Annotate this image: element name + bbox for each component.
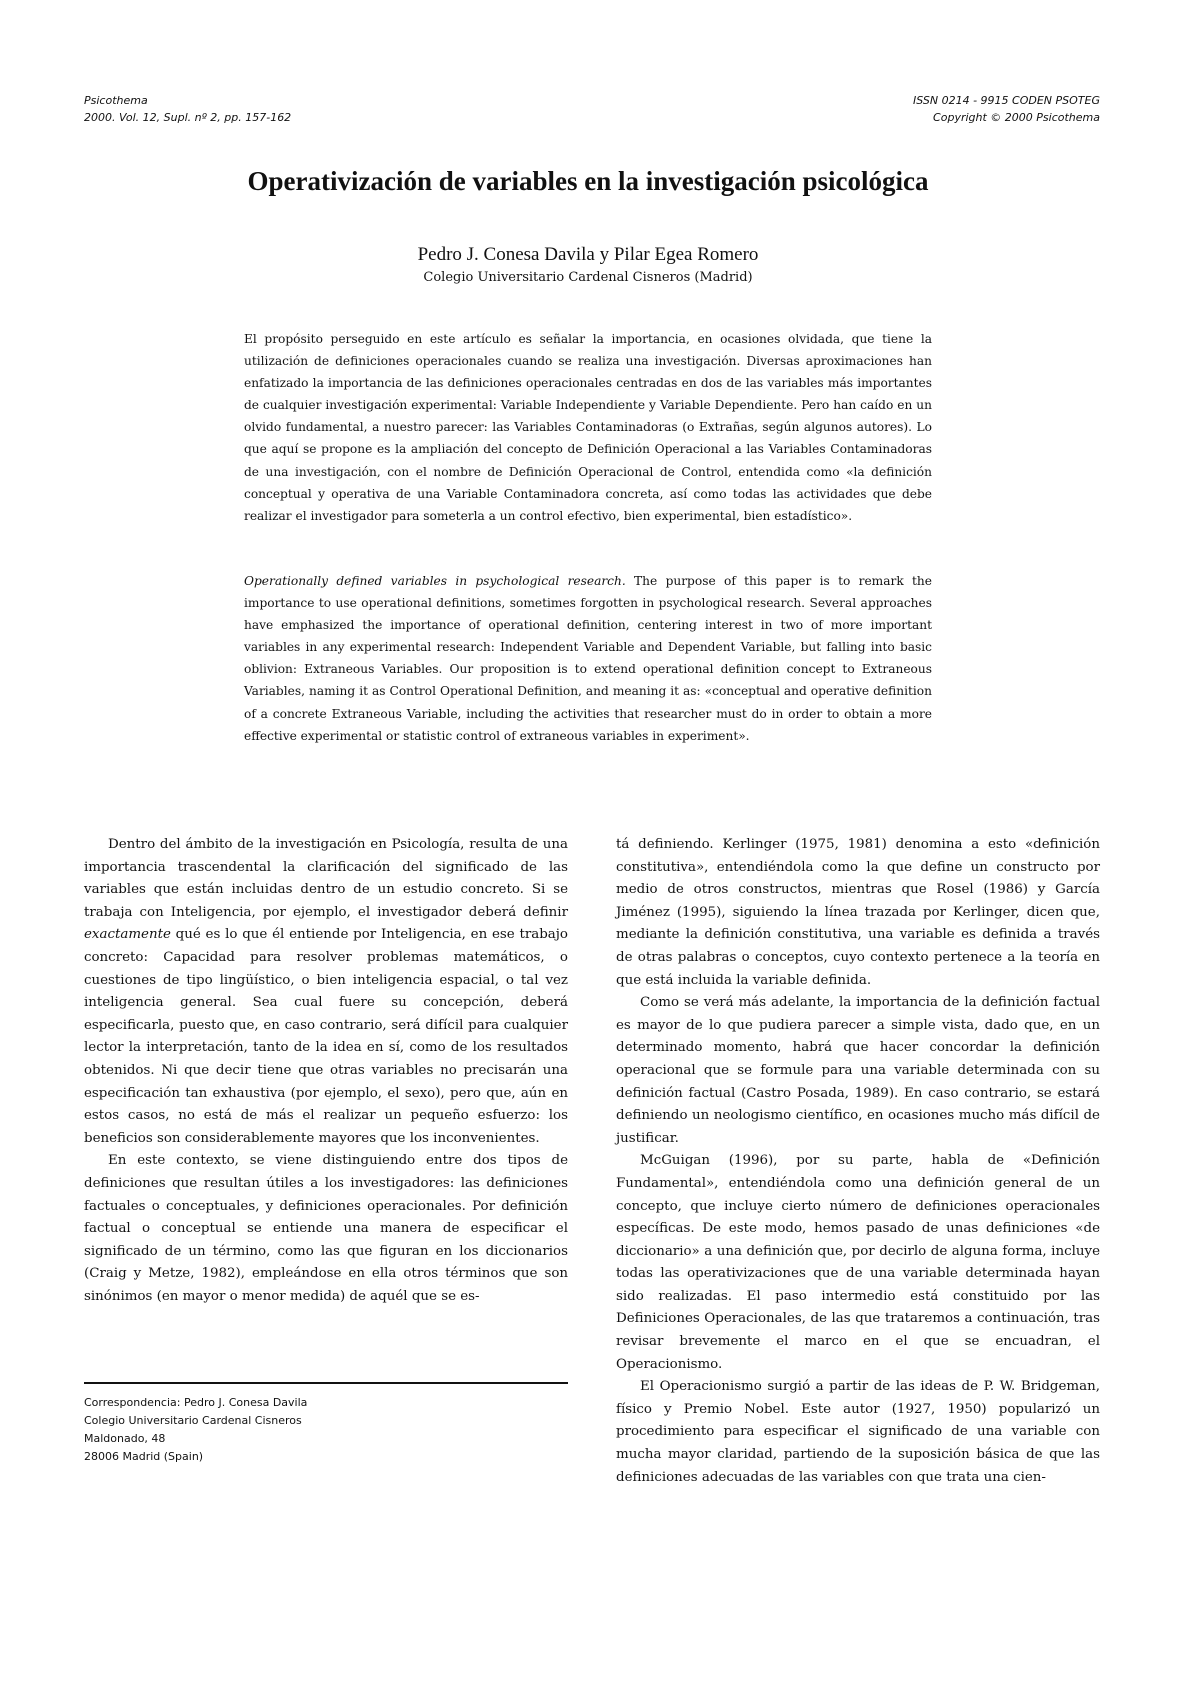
abstract-english: [244, 570, 932, 747]
copyright: Copyright © 2000 Psicothema: [933, 111, 1100, 124]
journal-header: [84, 92, 291, 126]
paragraph-text: Dentro del ámbito de la investigación en Psicología, resulta de una importancia trascendental la clarificación del significado de las variables que están incluidas dentro de un estudio concreto. Si se trabaja con Inteligencia, por ejemplo, el investigador deberá definir: [84, 837, 568, 920]
correspondence-line: 28006 Madrid (Spain): [84, 1450, 204, 1463]
body-column-right: [616, 834, 1100, 1489]
emphasis-text: exactamente: [84, 927, 171, 943]
correspondence-line: Maldonado, 48: [84, 1432, 166, 1445]
journal-citation: 2000. Vol. 12, Supl. nº 2, pp. 157-162: [84, 111, 292, 124]
correspondence-line: Correspondencia: Pedro J. Conesa Davila: [84, 1396, 308, 1409]
paragraph: [84, 834, 568, 1150]
body-column-left: [84, 834, 568, 1308]
correspondence-note: [84, 1394, 307, 1466]
journal-issn-block: [913, 92, 1100, 126]
correspondence-line: Colegio Universitario Cardenal Cisneros: [84, 1414, 302, 1427]
paragraph: McGuigan (1996), por su parte, habla de «Definición Fundamental», entendiéndola como una definición general de un concepto, que incluye cierto número de definiciones operacionales específicas. De este modo, hemos pasado de unas definiciones «de diccionario» a una definición que, por decirlo de alguna forma, incluye todas las operativizaciones que de una variable determinada hayan sido realizadas. El paso intermedio está constituido por las Definiciones Operacionales, de las que trataremos a continuación, tras revisar brevemente el marco en el que se encuadran, el Operacionismo.: [616, 1153, 1100, 1372]
affiliation: Colegio Universitario Cardenal Cisneros (Madrid): [423, 270, 753, 285]
paragraph: Como se verá más adelante, la importancia de la definición factual es mayor de lo que pudiera parecer a simple vista, dado que, en un determinado momento, habrá que hacer concordar la definición operacional que se formule para una variable determinada con su definición factual (Castro Posada, 1989). En caso contrario, se estará definiendo un neologismo científico, en ocasiones mucho más difícil de justificar.: [616, 995, 1100, 1146]
footnote-divider: [84, 1382, 568, 1384]
abstract-english-title: Operationally defined variables in psychological research.: [244, 574, 626, 588]
paragraph-text: qué es lo que él entiende por Inteligencia, en ese trabajo concreto: Capacidad para resolver problemas matemáticos, o cuestiones de tipo lingüístico, o bien inteligencia espacial, o tal vez inteligencia general. Sea cual fuere su concepción, deberá especificarla, puesto que, en caso contrario, será difícil para cualquier lector la interpretación, tanto de la idea en sí, como de los resultados obtenidos. Ni que decir tiene que otras variables no precisarán una especificación tan exhaustiva (por ejemplo, el sexo), pero que, aún en estos casos, no está de más el realizar un pequeño esfuerzo: los beneficios son considerablemente mayores que los inconvenientes.: [84, 927, 568, 1146]
paragraph: En este contexto, se viene distinguiendo entre dos tipos de definiciones que resultan útiles a los investigadores: las definiciones factuales o conceptuales, y definiciones operacionales. Por definición factual o conceptual se entiende una manera de especificar el significado de un término, como las que figuran en los diccionarios (Craig y Metze, 1982), empleándose en ella otros términos que son sinónimos (en mayor o menor medida) de aquél que se es-: [84, 1153, 568, 1304]
authors: Pedro J. Conesa Davila y Pilar Egea Romero: [417, 244, 759, 265]
paragraph: tá definiendo. Kerlinger (1975, 1981) denomina a esto «definición constitutiva», entendiéndola como la que define un constructo por medio de otros constructos, mientras que Rosel (1986) y García Jiménez (1995), siguiendo la línea trazada por Kerlinger, dicen que, mediante la definición constitutiva, una variable es definida a través de otras palabras o conceptos, cuyo contexto pertenece a la teoría en que está incluida la variable definida.: [616, 837, 1100, 988]
article-title: Operativización de variables en la investigación psicológica: [247, 166, 929, 196]
paragraph: El Operacionismo surgió a partir de las ideas de P. W. Bridgeman, físico y Premio Nobel. Este autor (1927, 1950) popularizó un procedimiento para especificar el significado de una variable con mucha mayor claridad, partiendo de la suposición básica de que las definiciones adecuadas de las variables con que trata una cien-: [616, 1379, 1100, 1485]
issn: ISSN 0214 - 9915 CODEN PSOTEG: [913, 94, 1100, 107]
journal-name: Psicothema: [84, 94, 148, 107]
abstract-english-text: The purpose of this paper is to remark the importance to use operational definitions, sometimes forgotten in psychological research. Several approaches have emphasized the importance of operational definition, centering interest in two of more important variables in any experimental research: Independent Variable and Dependent Variable, but falling into basic oblivion: Extraneous Variables. Our proposition is to extend operational definition concept to Extraneous Variables, naming it as Control Operational Definition, and meaning it as: «conceptual and operative definition of a concrete Extraneous Variable, including the activities that researcher must do in order to obtain a more effective experimental or statistic control of extraneous variables in experiment».: [244, 574, 932, 743]
abstract-spanish: El propósito perseguido en este artículo es señalar la importancia, en ocasiones olvidada, que tiene la utilización de definiciones operacionales cuando se realiza una investigación. Diversas aproximaciones han enfatizado la importancia de las definiciones operacionales centradas en dos de las variables más importantes de cualquier investigación experimental: Variable Independiente y Variable Dependiente. Pero han caído en un olvido fundamental, a nuestro parecer: las Variables Contaminadoras (o Extrañas, según algunos autores). Lo que aquí se propone es la ampliación del concepto de Definición Operacional a las Variables Contaminadoras de una investigación, con el nombre de Definición Operacional de Control, entendida como «la definición conceptual y operativa de una Variable Contaminadora concreta, así como todas las actividades que debe realizar el investigador para someterla a un control efectivo, bien experimental, bien estadístico».: [244, 332, 932, 523]
